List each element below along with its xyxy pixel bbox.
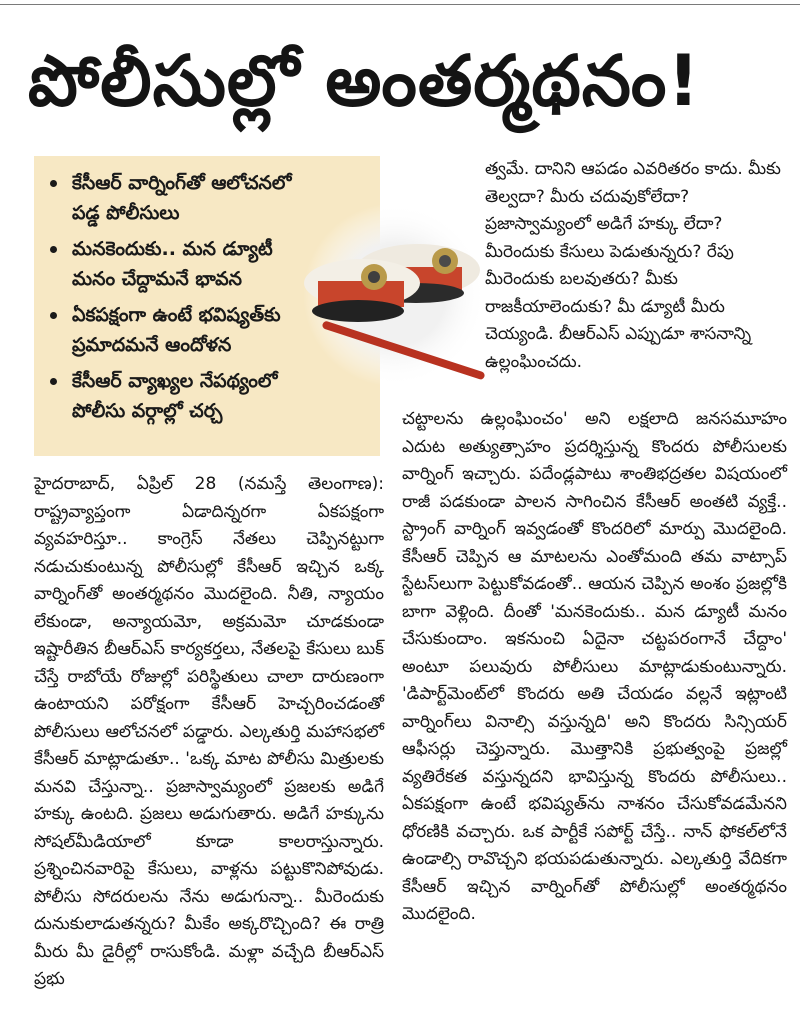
body-column-right-top <box>485 156 785 376</box>
top-rule <box>0 4 800 5</box>
police-caps-photo <box>300 195 490 395</box>
body-paragraph: చట్టాలను ఉల్లంఘించం' అని లక్షలాది జనసమూహం ఎదుట అత్యుత్సాహం ప్రదర్శిస్తున్న కొందరు పోలీసులకు వార్నింగ్ ఇచ్చారు. పదేండ్లపాటు శాంతిభద్రతల విషయంలో రాజీ పడకుండా పాలన సాగించిన కేసీఆర్ అంతటి వ్యక్తే.. స్ట్రాంగ్ వార్నింగ్ ఇవ్వడంతో కొందరిలో మార్పు మొదలైంది. కేసీఆర్ చెప్పిన ఆ మాటలను ఎంతోమంది తమ వాట్సాప్ స్టేటస్‌లుగా పెట్టుకోవడంతో.. ఆయన చెప్పిన అంశం ప్రజల్లోకి బాగా వెళ్లింది. దీంతో 'మనకెందుకు.. మన డ్యూటీ మనం చేసుకుందాం. ఇకనుంచి ఏదైనా చట్టపరంగానే చేద్దాం' అంటూ పలువురు పోలీసులు మాట్లాడుకుంటున్నారు. 'డిపార్ట్‌మెంట్‌లో కొందరు అతి చేయడం వల్లనే ఇట్లాంటి వార్నింగ్‌లు వినాల్సి వస్తున్నది' అని కొందరు సిన్సియర్ ఆఫీసర్లు చెప్తున్నారు. మొత్తానికి ప్రభుత్వంపై ప్రజల్లో వ్యతిరేకత వస్తున్నదని భావిస్తున్న కొందరు పోలీసులు.. ఏకపక్షంగా ఉంటే భవిష్యత్‌ను నాశనం చేసుకోవడమేనని ధోరణికి వచ్చారు. ఒక పార్టీకే సపోర్ట్ చేస్తే.. నాన్ ఫోకల్‌లోనే ఉండాల్సి రావొచ్చని భయపడుతున్నారు. ఎల్కతుర్తి వేదికగా కేసీఆర్ ఇచ్చిన వార్నింగ్‌తో పోలీసుల్లో అంతర్మథనం మొదలైంది. <box>402 409 787 924</box>
highlight-text: మనకెందుకు.. మన డ్యూటీ మనం చేద్దామనే భావన <box>72 238 273 290</box>
highlight-item <box>48 168 312 228</box>
headline: పోలీసుల్లో అంతర్మథనం! <box>28 40 701 122</box>
body-column-left <box>34 471 384 994</box>
body-paragraph: హైదరాబాద్, ఏప్రిల్ 28 (నమస్తే తెలంగాణ): రాష్ట్రవ్యాప్తంగా ఏడాదిన్నరగా ఏకపక్షంగా వ్యవహరిస్తూ.. కాంగ్రెస్ నేతలు చెప్పినట్టుగా నడుచుకుంటున్న పోలీసుల్లో కేసీఆర్ ఇచ్చిన ఒక్క వార్నింగ్‌తో అంతర్మథనం మొదలైంది. నీతి, న్యాయం లేకుండా, అన్యాయమో, అక్రమమో చూడకుండా ఇష్టారీతిన బీఆర్ఎస్ కార్యకర్తలు, నేతలపై కేసులు బుక్ చేస్తే రాబోయే రోజుల్లో పరిస్థితులు చాలా దారుణంగా ఉంటాయని పరోక్షంగా కేసీఆర్ హెచ్చరించడంతో పోలీసులు ఆలోచనలో పడ్డారు. ఎల్కతుర్తి మహాసభలో కేసీఆర్ మాట్లాడుతూ.. 'ఒక్క మాట పోలీసు మిత్రులకు మనవి చేస్తున్నా.. ప్రజాస్వామ్యంలో ప్రజలకు అడిగే హక్కు ఉంటది. ప్రజలు అడుగుతారు. అడిగే హక్కును సోషల్‌మీడియాలో కూడా కాలరాస్తున్నారు. ప్రశ్నించినవారిపై కేసులు, వాళ్లను పట్టుకొనిపోవుడు. పోలీసు సోదరులను నేను అడుగున్నా.. మీరెందుకు దునుకులాడుతన్నరు? మీకేం అక్కరొచ్చింది? ఈ రాత్రి మీరు మీ డైరీల్లో రాసుకోండి. మళ్లా వచ్చేది బీఆర్ఎస్ ప్రభు <box>34 474 384 989</box>
highlight-text: కేసీఆర్ వార్నింగ్‌తో ఆలోచనలో పడ్డ పోలీసులు <box>72 172 292 224</box>
bullet-icon <box>50 378 57 385</box>
bullet-icon <box>50 180 57 187</box>
highlight-item <box>48 234 312 294</box>
bullet-icon <box>50 246 57 253</box>
police-caps-icon <box>300 195 490 395</box>
body-paragraph: త్వమే. దానిని ఆపడం ఎవరితరం కాదు. మీకు తెల్వదా? మీరు చదువుకోలేదా? ప్రజాస్వామ్యంలో అడిగే హక్కు లేదా? మీరెందుకు కేసులు పెడుతున్నరు? రేపు మీరెందుకు బలవుతరు? మీకు రాజకీయాలెందుకు? మీ డ్యూటీ మీరు చెయ్యండి. బీఆర్ఎస్ ఎప్పుడూ శాసనాన్ని ఉల్లంఘించదు. <box>485 159 781 372</box>
highlight-text: కేసీఆర్ వ్యాఖ్యల నేపథ్యంలో పోలీసు వర్గాల్లో చర్చ <box>72 370 278 422</box>
body-column-right-bottom <box>402 406 787 929</box>
highlight-text: ఏకపక్షంగా ఉంటే భవిష్యత్‌కు ప్రమాదమనే ఆందోళన <box>72 304 281 356</box>
highlight-item <box>48 366 312 426</box>
bullet-icon <box>50 312 57 319</box>
highlight-item <box>48 300 312 360</box>
